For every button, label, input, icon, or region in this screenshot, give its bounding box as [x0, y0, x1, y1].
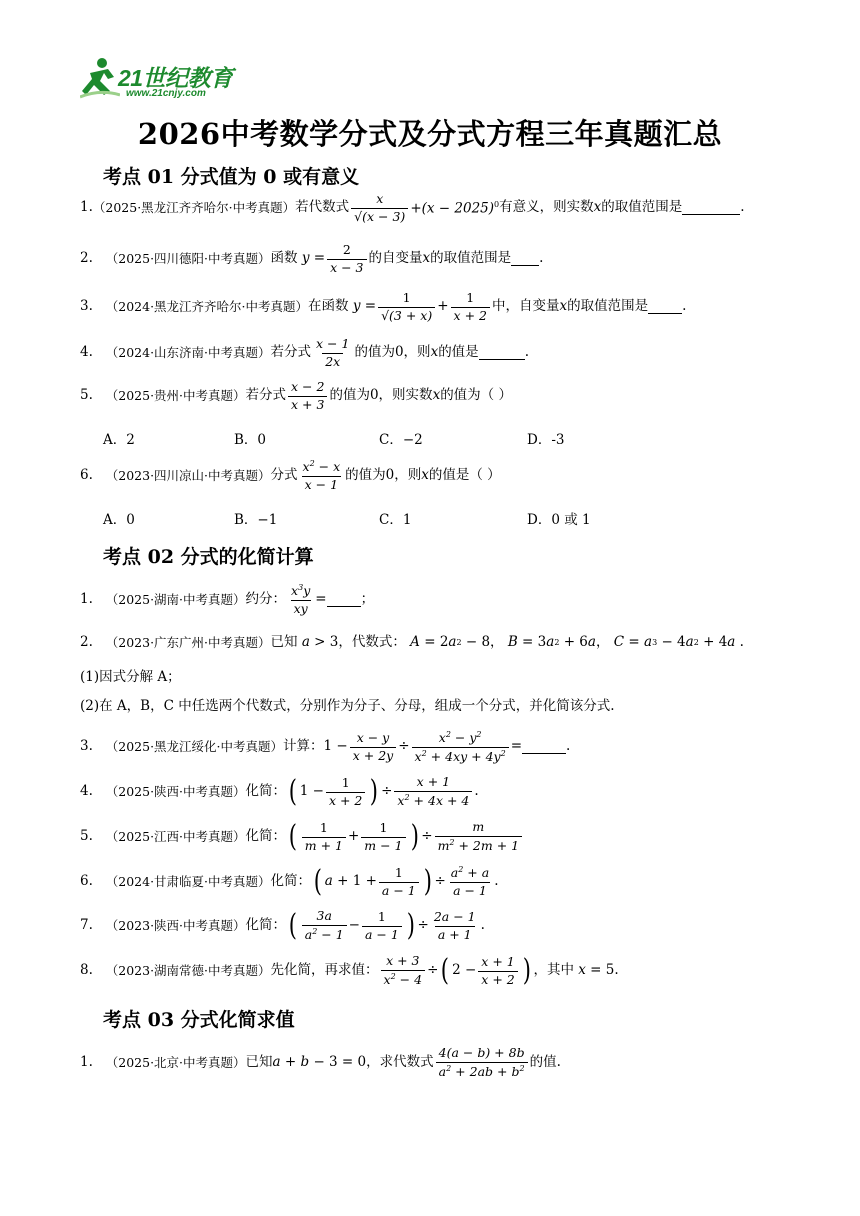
question-1-1: 1. （2025·黑龙江齐齐哈尔·中考真题） 若代数式 $\frac{x}{√(x - 3)}$ $+(x - 2025)^0$ 有意义，则实数 x 的取值范围是 . [80, 191, 745, 224]
option-d[interactable]: D．0 或 1 [527, 512, 591, 528]
fraction: $\frac{1}{a - 1}$ [362, 911, 402, 941]
question-2-8: 8. （2023·湖南常德·中考真题） 先化简，再求值： $\frac{x + 3}{x^2 - 4}$ ÷ ( 2 − $\frac{x + 1}{x + 2}$ ) ，其中 x = 5. [80, 953, 619, 988]
logo-wordmark: 21世纪教育 [118, 65, 233, 91]
fraction: $\frac{1}{m + 1}$ [302, 822, 346, 852]
question-2-2-part-2: (2)在 A，B，C 中任选两个代数式，分别作为分子、分母，组成一个分式，并化简该分式. [80, 698, 615, 714]
page-title: 2026中考数学分式及分式方程三年真题汇总 [137, 117, 723, 151]
question-source: （2023·陕西·中考真题） [105, 917, 246, 933]
question-1-6: 6. （2023·四川凉山·中考真题） 分式 $\frac{x^2 - x}{x - 1}$ 的值为0，则 x 的值是（ ） [80, 459, 501, 493]
question-source: （2023·四川凉山·中考真题） [105, 467, 271, 483]
option-c[interactable]: C．1 [379, 512, 412, 528]
section-heading-1: 考点 01 分式值为 0 或有意义 [103, 166, 360, 188]
question-2-1: 1. （2025·湖南·中考真题） 约分： $\frac{x^3y}{xy}$ = ； [80, 583, 375, 617]
option-d[interactable]: D．-3 [527, 432, 565, 448]
option-a[interactable]: A．0 [103, 512, 135, 528]
fraction: $\frac{3a}{a^2 - 1}$ [302, 910, 347, 941]
question-source: （2025·北京·中考真题） [105, 1054, 246, 1070]
fraction: $\frac{1}{m - 1}$ [361, 822, 405, 852]
question-2-2: 2. （2023·广东广州·中考真题） 已知 a > 3，代数式： A = 2 a 2 − 8， B = 3 a 2 + 6 a ， C = a 3 − 4 a 2 + 4 a . [80, 634, 744, 651]
question-2-6: 6. （2024·甘肃临夏·中考真题） 化简： ( a + 1 + $\frac{1}{a - 1}$ ) ÷ $\frac{a^2 + a}{a - 1}$ . [80, 864, 499, 899]
section-heading-3: 考点 03 分式化简求值 [103, 1009, 295, 1031]
question-source: （2025·黑龙江绥化·中考真题） [105, 738, 284, 754]
option-c[interactable]: C．−2 [379, 432, 423, 448]
fraction: $\frac{x + 1}{x + 2}$ [478, 956, 517, 986]
question-2-3: 3. （2025·黑龙江绥化·中考真题） 计算： 1 − $\frac{x - y}{x + 2y}$ ÷ $\frac{x^2 - y^2}{x^2 + 4xy + 4y^2}$ = . [80, 729, 571, 764]
fraction: $\frac{1}{√(3 + x)}$ [378, 292, 435, 322]
fraction: $\frac{x^3y}{xy}$ [291, 583, 311, 617]
logo [80, 55, 260, 103]
question-source: （2023·湖南常德·中考真题） [105, 962, 271, 978]
question-1-4: 4. （2024·山东济南·中考真题） 若分式 $\frac{x - 1}{2x}$ 的值为0，则 x 的值是 . [80, 336, 529, 369]
logo-url: www.21cnjy.com [126, 88, 206, 99]
question-source: （2025·江西·中考真题） [105, 828, 246, 844]
question-2-2-part-1: (1)因式分解 A； [80, 669, 181, 685]
option-a[interactable]: A．2 [103, 432, 135, 448]
question-3-1: 1. （2025·北京·中考真题） 已知 a + b − 3 = 0 ，求代数式 $\frac{4(a - b) + 8b}{a^2 + 2ab + b^2}$ 的值. [80, 1045, 561, 1080]
question-source: （2023·广东广州·中考真题） [105, 634, 271, 650]
question-source: （2025·贵州·中考真题） [105, 387, 246, 403]
fraction: $\frac{x - y}{x + 2y}$ [350, 732, 397, 762]
answer-blank [682, 202, 740, 215]
question-2-5: 5. （2025·江西·中考真题） 化简： ( $\frac{1}{m + 1}$ + $\frac{1}{m - 1}$ ) ÷ $\frac{m}{m^2 + 2m + 1}$ [80, 817, 524, 857]
fraction: $\frac{x^2 - y^2}{x^2 + 4xy + 4y^2}$ [412, 731, 509, 763]
fraction: $\frac{x - 1}{2x}$ [316, 336, 350, 369]
fraction: $\frac{1}{x + 2}$ [326, 777, 365, 807]
fraction: $\frac{x + 1}{x^2 + 4x + 4}$ [394, 776, 472, 807]
fraction: $\frac{m}{m^2 + 2m + 1}$ [435, 821, 523, 852]
answer-blank [511, 253, 539, 266]
question-1-3: 3. （2024·黑龙江齐齐哈尔·中考真题） 在函数 y = $\frac{1}{√(3 + x)}$ + $\frac{1}{x + 2}$ 中，自变量 x 的取值范围是 . [80, 290, 687, 323]
fraction: $\frac{x - 2}{x + 3}$ [288, 381, 327, 411]
option-b[interactable]: B．0 [234, 432, 267, 448]
answer-blank [522, 741, 566, 754]
fraction: $\frac{x + 3}{x^2 - 4}$ [381, 955, 426, 986]
question-source: （2025·湖南·中考真题） [105, 591, 246, 607]
question-source: （2025·四川德阳·中考真题） [105, 250, 271, 266]
fraction: $\frac{4(a - b) + 8b}{a^2 + 2ab + b^2}$ [436, 1047, 528, 1078]
question-2-4: 4. （2025·陕西·中考真题） 化简： ( 1 − $\frac{1}{x + 2}$ ) ÷ $\frac{x + 1}{x^2 + 4x + 4}$ . [80, 774, 479, 809]
section-heading-2: 考点 02 分式的化简计算 [103, 546, 314, 568]
question-1-2: 2. （2025·四川德阳·中考真题） 函数 y = $\frac{2}{x - 3}$ 的自变量 x 的取值范围是 . [80, 242, 544, 275]
answer-blank [648, 301, 682, 314]
question-source: （2025·陕西·中考真题） [105, 783, 246, 799]
fraction: $\frac{2}{x - 3}$ [327, 244, 366, 274]
fraction: $\frac{x}{√(x - 3)}$ [351, 193, 408, 223]
question-2-7: 7. （2023·陕西·中考真题） 化简： ( $\frac{3a}{a^2 - 1}$ − $\frac{1}{a - 1}$ ) ÷ $\frac{2a - 1}{a + 1}$ . [80, 908, 485, 943]
question-1-5: 5. （2025·贵州·中考真题） 若分式 $\frac{x - 2}{x + 3}$ 的值为0，则实数 x 的值为（ ） [80, 379, 512, 412]
fraction: $\frac{1}{a - 1}$ [379, 867, 419, 897]
runner-logo-icon [80, 55, 120, 99]
fraction: $\frac{2a - 1}{a + 1}$ [433, 909, 476, 942]
question-source: （2024·黑龙江齐齐哈尔·中考真题） [105, 298, 309, 314]
question-source: （2024·甘肃临夏·中考真题） [105, 873, 271, 889]
question-source: （2025·黑龙江齐齐哈尔·中考真题） [92, 199, 296, 215]
option-b[interactable]: B．−1 [234, 512, 278, 528]
answer-blank [327, 594, 361, 607]
answer-blank [479, 347, 525, 360]
fraction: $\frac{x^2 - x}{x - 1}$ [302, 459, 341, 493]
fraction: $\frac{a^2 + a}{a - 1}$ [450, 865, 490, 899]
fraction: $\frac{1}{x + 2}$ [451, 292, 490, 322]
question-source: （2024·山东济南·中考真题） [105, 344, 271, 360]
